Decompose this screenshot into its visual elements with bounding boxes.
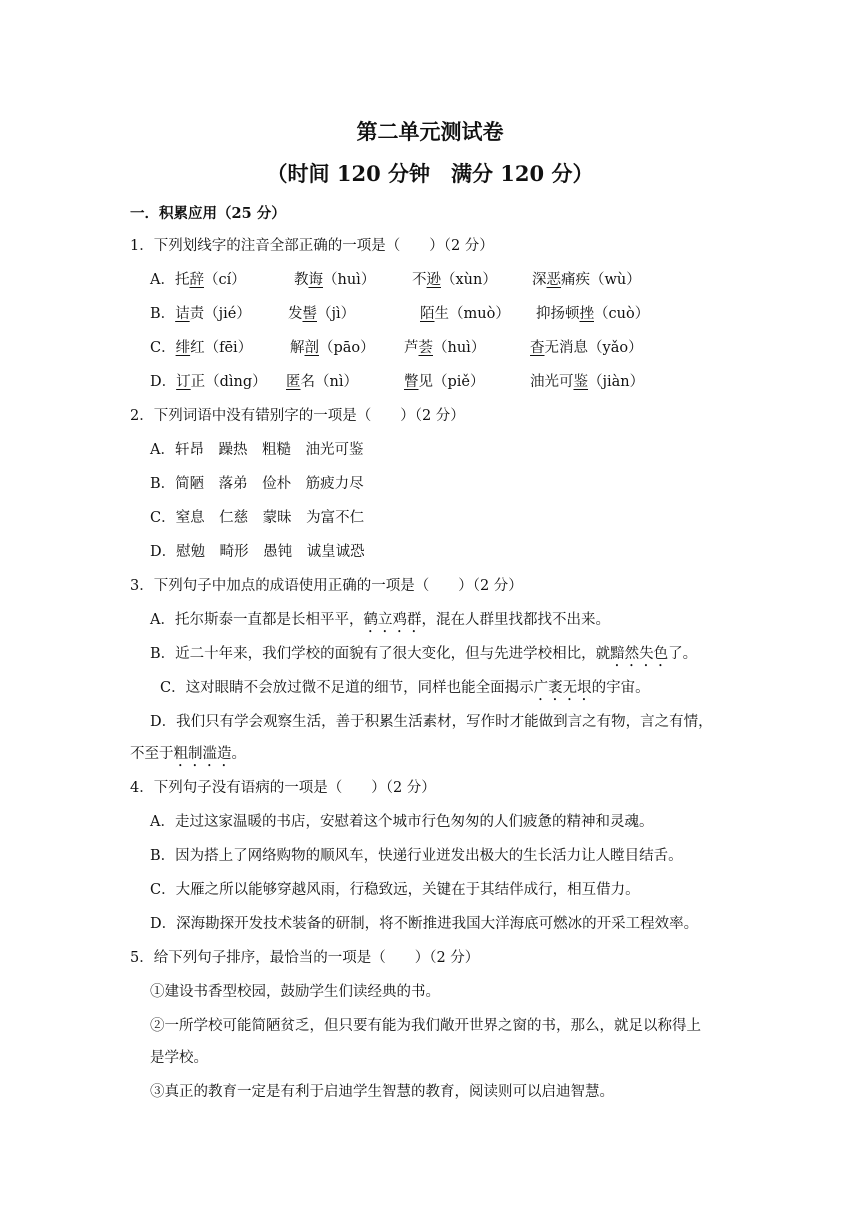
page-subtitle: （时间 120 分钟 满分 120 分） xyxy=(266,161,594,186)
question-3-option-a: A．托尔斯泰一直都是长相平平，鹤立鸡群，混在人群里找都找不出来。 xyxy=(150,612,610,628)
question-2-option-b: B．简陋 落弟 俭朴 筋疲力尽 xyxy=(150,476,364,492)
q1-c-item2: 解剖（pāo） xyxy=(290,340,375,356)
q1-d-item1: D．订正（dìng） xyxy=(150,374,267,390)
question-2-option-a: A．轩昂 躁热 粗糙 油光可鉴 xyxy=(150,442,364,458)
q1-c-item4: 杳无消息（yǎo） xyxy=(530,340,643,356)
question-2-option-c: C．窒息 仁慈 蒙昧 为富不仁 xyxy=(150,510,365,526)
question-5-stem: 5．给下列句子排序，最恰当的一项是（ ）（2 分） xyxy=(130,950,480,966)
q1-c-item3: 芦荟（huì） xyxy=(404,340,486,356)
question-3-option-d-line2: 不至于粗制滥造。 xyxy=(130,746,246,762)
question-4-stem: 4．下列句子没有语病的一项是（ ）（2 分） xyxy=(130,780,436,796)
question-3-stem: 3．下列句子中加点的成语使用正确的一项是（ ）（2 分） xyxy=(130,578,523,594)
q1-c-item1: C．绯红（fēi） xyxy=(150,340,253,356)
q1-d-item3: 瞥见（piě） xyxy=(404,374,485,390)
q1-b-item3: 陌生（muò） xyxy=(420,306,510,322)
q1-b-item1: B．诘责（jié） xyxy=(150,306,251,322)
q1-d-item4: 油光可鉴（jiàn） xyxy=(530,374,645,390)
question-3-option-c: C．这对眼睛不会放过微不足道的细节，同样也能全面揭示广袤无垠的宇宙。 xyxy=(160,680,650,696)
page-title: 第二单元测试卷 xyxy=(356,119,504,144)
q1-d-item2: 匿名（nì） xyxy=(286,374,358,390)
q1-b-item4: 抑扬顿挫（cuò） xyxy=(536,306,650,322)
q1-a-item3: 不逊（xùn） xyxy=(412,272,497,288)
question-4-option-b: B．因为搭上了网络购物的顺风车，快递行业迸发出极大的生长活力让人瞠目结舌。 xyxy=(150,848,683,864)
q1-a-item1: A．托辞（cí） xyxy=(150,272,246,288)
question-4-option-a: A．走过这家温暖的书店，安慰着这个城市行色匆匆的人们疲惫的精神和灵魂。 xyxy=(150,814,654,830)
question-5-sentence-2-line2: 是学校。 xyxy=(150,1050,208,1066)
q1-a-item4: 深恶痛疾（wù） xyxy=(532,272,641,288)
question-5-sentence-1: ①建设书香型校园，鼓励学生们读经典的书。 xyxy=(150,984,440,1000)
question-5-sentence-3: ③真正的教育一定是有利于启迪学生智慧的教育，阅读则可以启迪智慧。 xyxy=(150,1084,614,1100)
question-3-option-d-line1: D．我们只有学会观察生活，善于积累生活素材，写作时才能做到言之有物，言之有情， xyxy=(150,714,713,730)
q1-b-item2: 发髻（jì） xyxy=(288,306,356,322)
question-1-stem: 1．下列划线字的注音全部正确的一项是（ ）（2 分） xyxy=(130,238,494,254)
q1-a-item2: 教诲（huì） xyxy=(294,272,376,288)
question-5-sentence-2-line1: ②一所学校可能简陋贫乏，但只要有能为我们敞开世界之窗的书，那么，就足以称得上 xyxy=(150,1018,701,1034)
question-4-option-d: D．深海勘探开发技术装备的研制，将不断推进我国大洋海底可燃冰的开采工程效率。 xyxy=(150,916,699,932)
question-3-option-b: B．近二十年来，我们学校的面貌有了很大变化，但与先进学校相比，就黯然失色了。 xyxy=(150,646,698,662)
question-2-option-d: D．慰勉 畸形 愚钝 诚皇诚恐 xyxy=(150,544,365,560)
question-4-option-c: C．大雁之所以能够穿越风雨，行稳致远，关键在于其结伴成行，相互借力。 xyxy=(150,882,640,898)
question-2-stem: 2．下列词语中没有错别字的一项是（ ）（2 分） xyxy=(130,408,465,424)
section-heading: 一．积累应用（25 分） xyxy=(130,205,286,222)
